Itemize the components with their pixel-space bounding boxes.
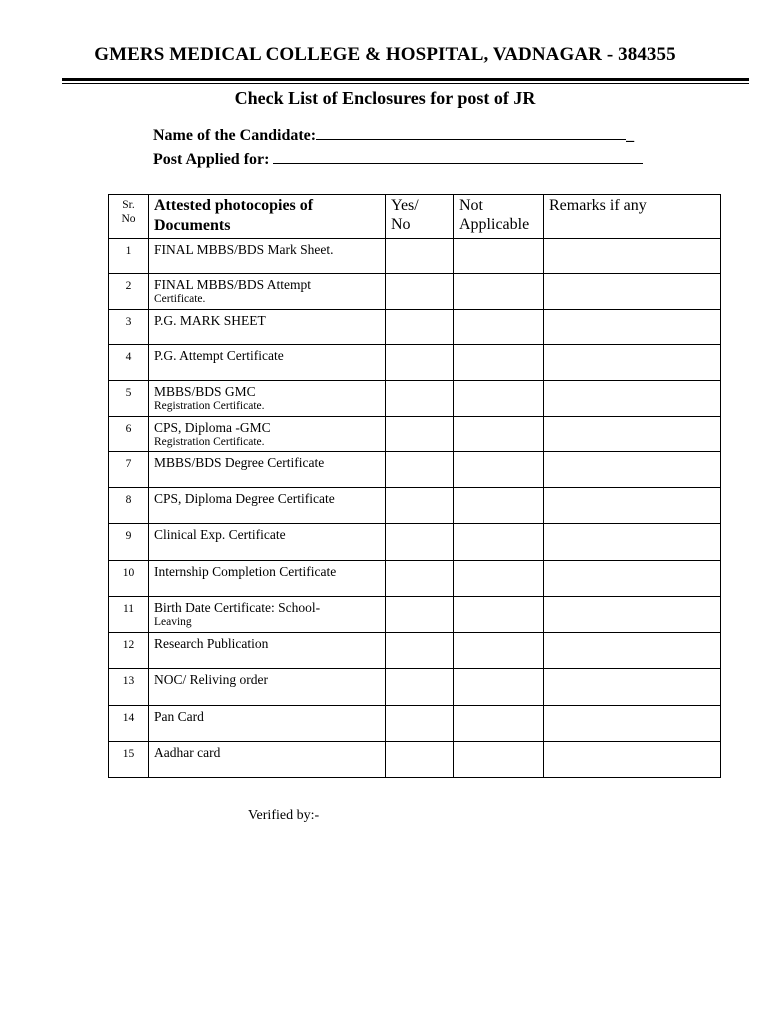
row-remarks-cell[interactable] (544, 633, 721, 669)
row-document-name: Clinical Exp. Certificate (154, 527, 286, 542)
table-row (109, 561, 721, 597)
row-not-applicable-cell[interactable] (454, 274, 544, 310)
row-sr-no: 7 (109, 452, 149, 488)
table-row (109, 669, 721, 706)
row-document-subtext: Certificate. (154, 293, 206, 305)
row-yes-no-cell[interactable] (386, 706, 454, 742)
row-remarks-cell[interactable] (544, 488, 721, 524)
row-remarks-cell[interactable] (544, 561, 721, 597)
row-document (149, 310, 386, 345)
row-not-applicable-cell[interactable] (454, 597, 544, 633)
row-yes-no-cell[interactable] (386, 452, 454, 488)
row-document (149, 345, 386, 381)
table-row (109, 597, 721, 633)
row-yes-no-cell[interactable] (386, 239, 454, 274)
row-sr-no: 2 (109, 274, 149, 310)
header-remarks: Remarks if any (544, 195, 721, 239)
row-document (149, 239, 386, 274)
row-document (149, 633, 386, 669)
header-yes-line1: Yes/ (391, 197, 419, 214)
row-sr-no: 14 (109, 706, 149, 742)
table-row (109, 742, 721, 778)
row-sr-no: 9 (109, 524, 149, 561)
row-yes-no-cell[interactable] (386, 310, 454, 345)
candidate-name-label: Name of the Candidate: (153, 127, 317, 144)
row-remarks-cell[interactable] (544, 597, 721, 633)
row-not-applicable-cell[interactable] (454, 742, 544, 778)
row-not-applicable-cell[interactable] (454, 669, 544, 706)
row-remarks-cell[interactable] (544, 706, 721, 742)
row-yes-no-cell[interactable] (386, 417, 454, 452)
row-yes-no-cell[interactable] (386, 381, 454, 417)
header-sr-line1: Sr. (122, 199, 135, 211)
row-document-name: Aadhar card (154, 745, 221, 760)
post-applied-field[interactable] (153, 148, 643, 169)
row-document (149, 488, 386, 524)
row-not-applicable-cell[interactable] (454, 381, 544, 417)
candidate-name-field[interactable] (153, 124, 634, 145)
row-document-name: CPS, Diploma -GMC (154, 420, 271, 435)
row-document-subtext: Registration Certificate. (154, 400, 265, 412)
row-document-name: FINAL MBBS/BDS Attempt (154, 277, 312, 292)
row-not-applicable-cell[interactable] (454, 452, 544, 488)
row-document (149, 274, 386, 310)
header-na-line1: Not (459, 197, 483, 214)
row-remarks-cell[interactable] (544, 742, 721, 778)
verified-by-label: Verified by:- (248, 808, 320, 823)
row-yes-no-cell[interactable] (386, 345, 454, 381)
header-yes-line2: No (391, 216, 411, 233)
row-not-applicable-cell[interactable] (454, 417, 544, 452)
header-sr-line2: No (121, 213, 136, 225)
row-yes-no-cell[interactable] (386, 274, 454, 310)
row-remarks-cell[interactable] (544, 310, 721, 345)
row-not-applicable-cell[interactable] (454, 488, 544, 524)
row-sr-no: 8 (109, 488, 149, 524)
row-document-name: P.G. MARK SHEET (154, 313, 266, 328)
row-yes-no-cell[interactable] (386, 488, 454, 524)
row-document-name: CPS, Diploma Degree Certificate (154, 491, 335, 506)
table-row (109, 239, 721, 274)
row-not-applicable-cell[interactable] (454, 633, 544, 669)
row-document-name: Pan Card (154, 709, 204, 724)
row-sr-no: 13 (109, 669, 149, 706)
candidate-name-suffix: _ (626, 127, 635, 144)
row-sr-no: 11 (109, 597, 149, 633)
row-document (149, 597, 386, 633)
row-yes-no-cell[interactable] (386, 597, 454, 633)
row-document-name: FINAL MBBS/BDS Mark Sheet. (154, 242, 334, 257)
post-applied-label: Post Applied for: (153, 151, 270, 168)
row-document (149, 706, 386, 742)
row-not-applicable-cell[interactable] (454, 239, 544, 274)
header-rule-thick (62, 78, 749, 81)
header-sr-no (109, 195, 149, 239)
row-yes-no-cell[interactable] (386, 561, 454, 597)
row-document (149, 669, 386, 706)
row-not-applicable-cell[interactable] (454, 524, 544, 561)
row-remarks-cell[interactable] (544, 452, 721, 488)
table-row (109, 633, 721, 669)
row-sr-no: 15 (109, 742, 149, 778)
row-sr-no: 10 (109, 561, 149, 597)
row-yes-no-cell[interactable] (386, 633, 454, 669)
row-document-name: NOC/ Reliving order (154, 672, 268, 687)
header-not-applicable (454, 195, 544, 239)
table-row (109, 488, 721, 524)
row-remarks-cell[interactable] (544, 274, 721, 310)
row-not-applicable-cell[interactable] (454, 561, 544, 597)
candidate-name-line[interactable] (316, 124, 626, 140)
row-document-name: Research Publication (154, 636, 269, 651)
row-document (149, 417, 386, 452)
row-remarks-cell[interactable] (544, 417, 721, 452)
row-document-name: MBBS/BDS Degree Certificate (154, 455, 325, 470)
row-document (149, 381, 386, 417)
row-document (149, 452, 386, 488)
row-remarks-cell[interactable] (544, 524, 721, 561)
row-document-name: MBBS/BDS GMC (154, 384, 256, 399)
table-row (109, 274, 721, 310)
row-not-applicable-cell[interactable] (454, 345, 544, 381)
checklist-title: Check List of Enclosures for post of JR (234, 88, 536, 108)
table-row (109, 381, 721, 417)
row-sr-no: 5 (109, 381, 149, 417)
header-doc-line1: Attested photocopies of (154, 197, 314, 214)
row-not-applicable-cell[interactable] (454, 310, 544, 345)
row-sr-no: 4 (109, 345, 149, 381)
row-remarks-cell[interactable] (544, 669, 721, 706)
row-document (149, 524, 386, 561)
row-document-subtext: Leaving (154, 616, 192, 628)
row-sr-no: 6 (109, 417, 149, 452)
header-rule-thin (62, 83, 749, 84)
header-na-line2: Applicable (459, 216, 530, 233)
row-document (149, 742, 386, 778)
table-row (109, 310, 721, 345)
table-row (109, 706, 721, 742)
row-document-name: P.G. Attempt Certificate (154, 348, 284, 363)
table-header-row (109, 195, 721, 239)
college-title: GMERS MEDICAL COLLEGE & HOSPITAL, VADNAGAR - 384355 (94, 44, 676, 65)
row-document (149, 561, 386, 597)
row-remarks-cell[interactable] (544, 345, 721, 381)
row-document-name: Internship Completion Certificate (154, 564, 337, 579)
header-documents (149, 195, 386, 239)
post-applied-line[interactable] (273, 148, 643, 164)
row-sr-no: 1 (109, 239, 149, 274)
row-sr-no: 12 (109, 633, 149, 669)
row-document-name: Birth Date Certificate: School- (154, 600, 321, 615)
table-row (109, 345, 721, 381)
header-doc-line2: Documents (154, 217, 231, 234)
table-row (109, 417, 721, 452)
row-remarks-cell[interactable] (544, 239, 721, 274)
row-sr-no: 3 (109, 310, 149, 345)
row-yes-no-cell[interactable] (386, 742, 454, 778)
enclosures-table (108, 194, 721, 778)
row-yes-no-cell[interactable] (386, 524, 454, 561)
row-yes-no-cell[interactable] (386, 669, 454, 706)
table-row (109, 452, 721, 488)
table-row (109, 524, 721, 561)
header-yes-no (386, 195, 454, 239)
row-remarks-cell[interactable] (544, 381, 721, 417)
row-document-subtext: Registration Certificate. (154, 436, 265, 448)
row-not-applicable-cell[interactable] (454, 706, 544, 742)
